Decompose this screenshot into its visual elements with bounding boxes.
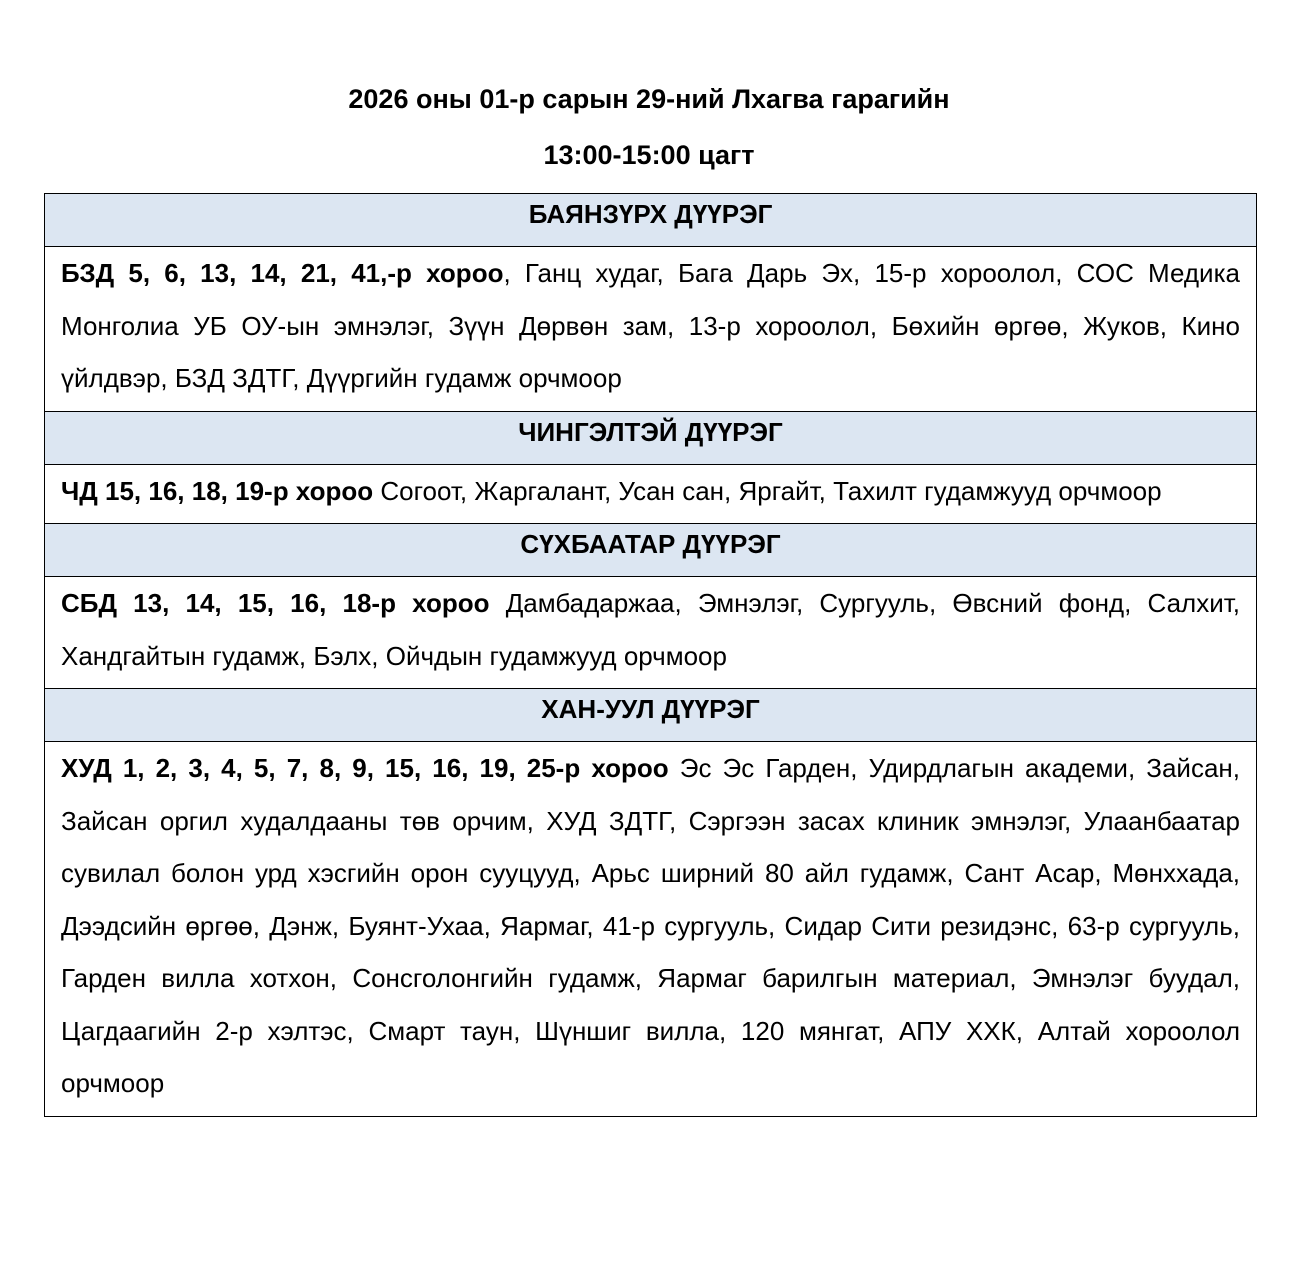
district-details: [45, 577, 1257, 689]
page-title: 2026 оны 01-р сарын 29-ний Лхагва гарагийн: [348, 84, 950, 114]
district-body-row: [45, 247, 1257, 412]
area-list: Эс Эс Гарден, Удирдлагын академи, Зайсан, Зайсан оргил худалдааны төв орчим, ХУД ЗДТГ, Сэргээн засах клиник эмнэлэг, Улаанбаатар сувилал болон урд хэсгийн орон сууцууд, Арьс ширний 80 айл гудамж, Сант Асар, Мөнххада, Дээдсийн өргөө, Дэнж, Буянт-Ухаа, Яармаг, 41-р сургууль, Сидар Сити резидэнс, 63-р сургууль, Гарден вилла хотхон, Сонсголонгийн гудамж, Яармаг барилгын материал, Эмнэлэг буудал, Цагдаагийн 2-р хэлтэс, Смарт таун, Шүншиг вилла, 120 мянгат, АПУ ХХК, Алтай хороолол орчмоор: [61, 753, 1240, 1098]
khoroo-list: ЧД 15, 16, 18, 19-р хороо: [61, 475, 374, 506]
district-header-row: [45, 689, 1257, 742]
district-details: [45, 464, 1257, 524]
district-name: ЧИНГЭЛТЭЙ ДҮҮРЭГ: [45, 411, 1257, 464]
district-header-row: [45, 411, 1257, 464]
district-details: [45, 742, 1257, 1117]
district-header-row: [45, 524, 1257, 577]
district-header-row: [45, 194, 1257, 247]
area-list: Согоот, Жаргалант, Усан сан, Яргайт, Тахилт гудамжууд орчмоор: [373, 475, 1162, 506]
district-name: БАЯНЗҮРХ ДҮҮРЭГ: [45, 194, 1257, 247]
khoroo-list: ХУД 1, 2, 3, 4, 5, 7, 8, 9, 15, 16, 19, 25-р хороо: [61, 753, 669, 783]
district-body-row: [45, 577, 1257, 689]
district-name: СҮХБААТАР ДҮҮРЭГ: [45, 524, 1257, 577]
district-name: ХАН-УУЛ ДҮҮРЭГ: [45, 689, 1257, 742]
khoroo-list: БЗД 5, 6, 13, 14, 21, 41,-р хороо: [61, 258, 504, 288]
district-details: [45, 247, 1257, 412]
district-body-row: [45, 464, 1257, 524]
outage-schedule-table: [44, 193, 1257, 1117]
khoroo-list: СБД 13, 14, 15, 16, 18-р хороо: [61, 588, 490, 618]
area-list: Дамбадаржаа, Эмнэлэг, Сургууль, Өвсний фонд, Салхит, Хандгайтын гудамж, Бэлх, Ойчдын гудамжууд орчмоор: [61, 588, 1240, 671]
area-list: , Ганц худаг, Бага Дарь Эх, 15-р хороолол, СОС Медика Монголиа УБ ОУ-ын эмнэлэг, Зүүн Дөрвөн зам, 13-р хороолол, Бөхийн өргөө, Жуков, Кино үйлдвэр, БЗД ЗДТГ, Дүүргийн гудамж орчмоор: [61, 258, 1240, 393]
time-range: 13:00-15:00 цагт: [543, 140, 755, 170]
district-body-row: [45, 742, 1257, 1117]
